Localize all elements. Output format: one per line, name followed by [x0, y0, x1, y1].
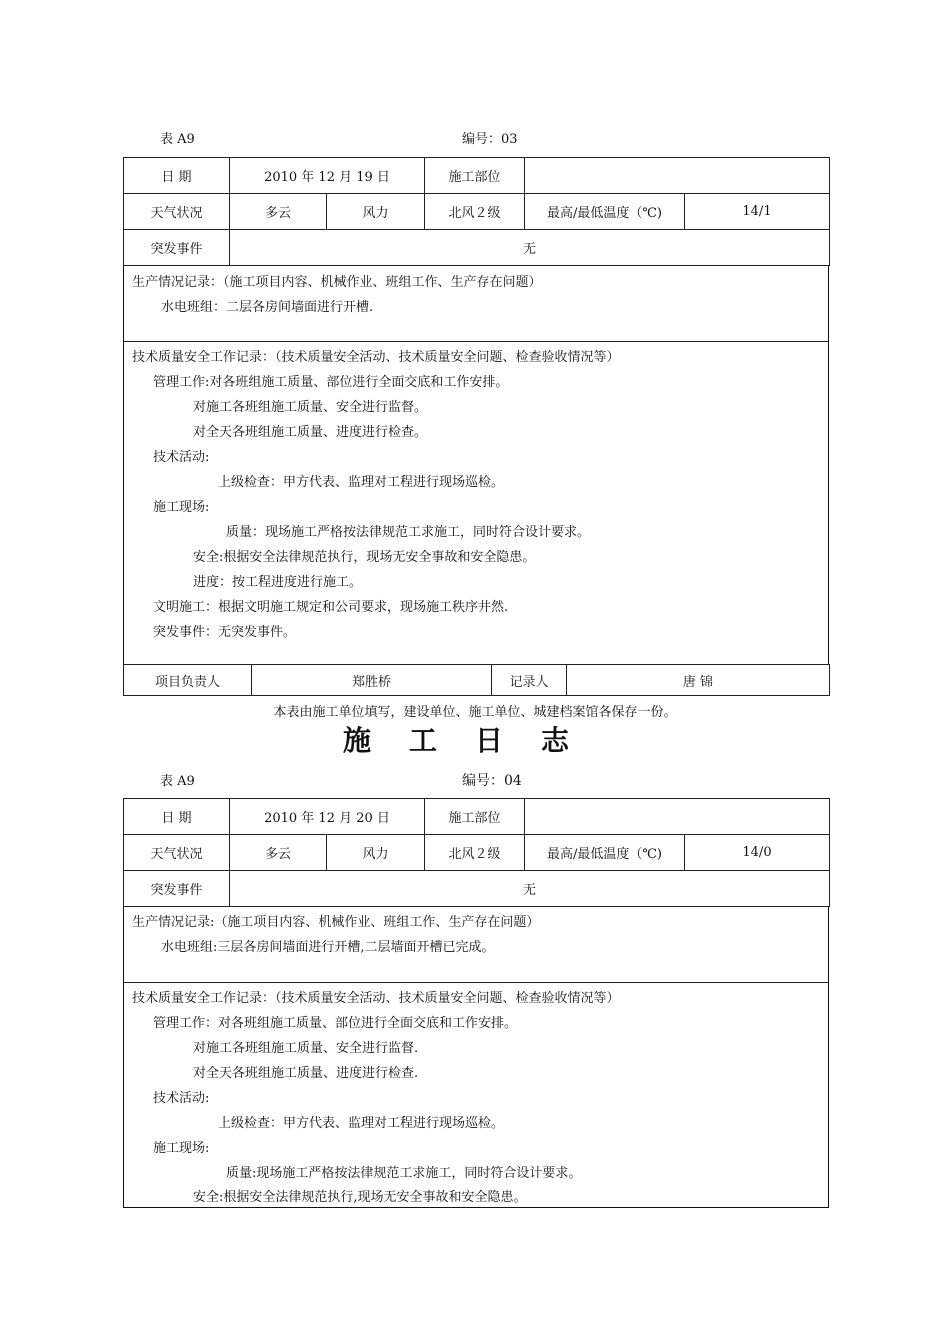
date-label: 日 期	[124, 158, 230, 194]
incident-value: 无	[230, 230, 830, 266]
signature-table	[123, 664, 830, 696]
tech-line: 技术活动:	[153, 1091, 210, 1106]
tech-line: 突发事件：无突发事件。	[153, 625, 297, 640]
incident-label: 突发事件	[124, 871, 230, 907]
weather-value: 多云	[230, 835, 327, 871]
tech-line: 对施工各班组施工质量、安全进行监督.	[193, 1041, 419, 1056]
tech-heading: 技术质量安全工作记录：（技术质量安全活动、技术质量安全问题、检查验收情况等）	[132, 350, 620, 365]
weather-value: 多云	[230, 194, 327, 230]
tech-line: 上级检查：甲方代表、监理对工程进行现场巡检。	[218, 475, 505, 490]
production-heading: 生产情况记录：（施工项目内容、机械作业、班组工作、生产存在问题）	[132, 275, 542, 290]
form-label: 表 A9	[160, 774, 195, 789]
location-value	[525, 799, 830, 835]
tech-line: 进度：按工程进度进行施工。	[193, 575, 363, 590]
weather-label: 天气状况	[124, 835, 230, 871]
temperature-value: 14/1	[685, 194, 830, 230]
tech-line: 对施工各班组施工质量、安全进行监督。	[193, 400, 428, 415]
temperature-label: 最高/最低温度（℃)	[525, 194, 685, 230]
tech-line: 质量:现场施工严格按法律规范工求施工，同时符合设计要求。	[226, 1166, 582, 1181]
production-heading: 生产情况记录:（施工项目内容、机械作业、班组工作、生产存在问题）	[132, 915, 540, 930]
record-number: 编号：03	[462, 132, 518, 147]
footnote: 本表由施工单位填写，建设单位、施工单位、城建档案馆各保存一份。	[273, 705, 677, 720]
wind-value: 北风２级	[425, 194, 525, 230]
date-label: 日 期	[124, 799, 230, 835]
location-value	[525, 158, 830, 194]
form-label: 表 A9	[160, 132, 195, 147]
temperature-value: 14/0	[685, 835, 830, 871]
manager-label: 项目负责人	[124, 665, 252, 696]
tech-line: 对全天各班组施工质量、进度进行检查.	[193, 1066, 419, 1081]
production-record-section	[123, 266, 829, 342]
date-value: 2010 年 12 月 20 日	[230, 799, 425, 835]
tech-line: 管理工作：对各班组施工质量、部位进行全面交底和工作安排。	[153, 1016, 518, 1031]
wind-label: 风力	[327, 194, 425, 230]
recorder-label: 记录人	[492, 665, 567, 696]
tech-heading: 技术质量安全工作记录：（技术质量安全活动、技术质量安全问题、检查验收情况等）	[132, 991, 620, 1006]
tech-line: 文明施工：根据文明施工规定和公司要求，现场施工秩序井然.	[153, 600, 509, 615]
tech-line: 技术活动:	[153, 450, 210, 465]
tech-line: 质量：现场施工严格按法律规范工求施工，同时符合设计要求。	[226, 525, 591, 540]
weather-label: 天气状况	[124, 194, 230, 230]
tech-line: 管理工作:对各班组施工质量、部位进行全面交底和工作安排。	[153, 375, 509, 390]
wind-label: 风力	[327, 835, 425, 871]
production-line: 水电班组:三层各房间墙面进行开槽,二层墙面开槽已完成。	[161, 940, 495, 955]
date-value: 2010 年 12 月 19 日	[230, 158, 425, 194]
tech-record-section	[123, 341, 829, 665]
log-header-table	[123, 798, 830, 907]
log-header-table	[123, 157, 830, 266]
tech-line: 施工现场:	[153, 500, 210, 515]
location-label: 施工部位	[425, 158, 525, 194]
wind-value: 北风２级	[425, 835, 525, 871]
tech-line: 施工现场:	[153, 1141, 210, 1156]
temperature-label: 最高/最低温度（℃)	[525, 835, 685, 871]
tech-line: 上级检查：甲方代表、监理对工程进行现场巡检。	[218, 1116, 505, 1131]
incident-label: 突发事件	[124, 230, 230, 266]
production-line: 水电班组：二层各房间墙面进行开槽.	[161, 300, 374, 315]
tech-record-section	[123, 982, 829, 1208]
production-record-section	[123, 907, 829, 983]
incident-value: 无	[230, 871, 830, 907]
location-label: 施工部位	[425, 799, 525, 835]
manager-name: 郑胜桥	[252, 665, 492, 696]
recorder-name: 唐 锦	[567, 665, 830, 696]
tech-line: 安全:根据安全法律规范执行,现场无安全事故和安全隐患。	[193, 1190, 527, 1205]
tech-line: 安全:根据安全法律规范执行，现场无安全事故和安全隐患。	[193, 550, 536, 565]
document-title: 施工日志	[342, 724, 607, 757]
record-number: 编号：04	[462, 773, 522, 789]
tech-line: 对全天各班组施工质量、进度进行检查。	[193, 425, 428, 440]
